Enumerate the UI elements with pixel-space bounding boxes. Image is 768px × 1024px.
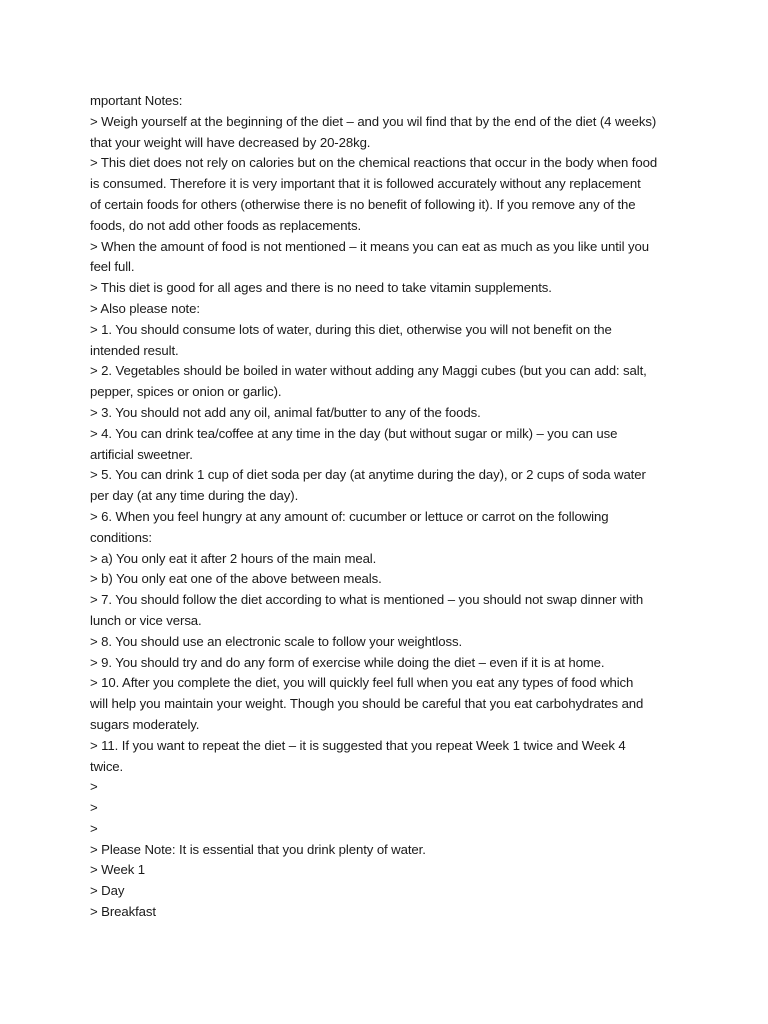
text-line: > 1. You should consume lots of water, during this diet, otherwise you will not benefit on the <box>90 321 612 337</box>
text-line: > 10. After you complete the diet, you will quickly feel full when you eat any types of food which <box>90 675 634 691</box>
text-line: > 6. When you feel hungry at any amount of: cucumber or lettuce or carrot on the following <box>90 508 609 524</box>
text-line: intended result. <box>90 342 179 358</box>
text-line: foods, do not add other foods as replacements. <box>90 217 362 233</box>
text-line: > This diet is good for all ages and there is no need to take vitamin supplements. <box>90 280 552 296</box>
text-line: > b) You only eat one of the above between meals. <box>90 571 382 587</box>
text-line: > Please Note: It is essential that you drink plenty of water. <box>90 841 426 857</box>
text-line: > Week 1 <box>90 862 146 878</box>
text-line: > 7. You should follow the diet according to what is mentioned – you should not swap dinner with <box>90 592 644 608</box>
text-line: > 2. Vegetables should be boiled in water without adding any Maggi cubes (but you can add: salt, <box>90 363 647 379</box>
text-line: > 9. You should try and do any form of exercise while doing the diet – even if it is at home. <box>90 654 605 670</box>
text-line: > 11. If you want to repeat the diet – it is suggested that you repeat Week 1 twice and Week 4 <box>90 737 626 753</box>
text-line: > <box>90 820 98 836</box>
text-line: twice. <box>90 758 124 774</box>
text-line: conditions: <box>90 529 152 545</box>
text-line: lunch or vice versa. <box>90 612 202 628</box>
text-line: > When the amount of food is not mentioned – it means you can eat as much as you like until you <box>90 238 649 254</box>
text-line: > This diet does not rely on calories but on the chemical reactions that occur in the body when food <box>90 155 658 171</box>
text-line: > <box>90 800 98 816</box>
text-line: is consumed. Therefore it is very important that it is followed accurately without any replacement <box>90 176 641 192</box>
text-line: of certain foods for others (otherwise there is no benefit of following it). If you remove any of the <box>90 196 636 212</box>
text-line: > a) You only eat it after 2 hours of the main meal. <box>90 550 377 566</box>
text-line: > 8. You should use an electronic scale to follow your weightloss. <box>90 633 463 649</box>
text-line: that your weight will have decreased by 20-28kg. <box>90 134 371 150</box>
text-line: > 5. You can drink 1 cup of diet soda per day (at anytime during the day), or 2 cups of soda water <box>90 467 646 483</box>
text-line: per day (at any time during the day). <box>90 488 299 504</box>
text-line: > 3. You should not add any oil, animal fat/butter to any of the foods. <box>90 404 481 420</box>
text-line: > Also please note: <box>90 300 200 316</box>
text-line: > Day <box>90 883 125 899</box>
text-line: pepper, spices or onion or garlic). <box>90 384 282 400</box>
text-line: > Weigh yourself at the beginning of the diet – and you wil find that by the end of the diet (4 weeks) <box>90 113 657 129</box>
document-page <box>90 91 690 923</box>
text-line: > 4. You can drink tea/coffee at any time in the day (but without sugar or milk) – you can use <box>90 425 618 441</box>
text-line: sugars moderately. <box>90 716 200 732</box>
text-line: artificial sweetner. <box>90 446 193 462</box>
text-line: feel full. <box>90 259 135 275</box>
heading-important-notes: mportant Notes: <box>90 93 183 108</box>
text-line: will help you maintain your weight. Though you should be careful that you eat carbohydrates and <box>90 696 644 712</box>
text-line: > Breakfast <box>90 904 156 920</box>
text-line: > <box>90 779 98 795</box>
